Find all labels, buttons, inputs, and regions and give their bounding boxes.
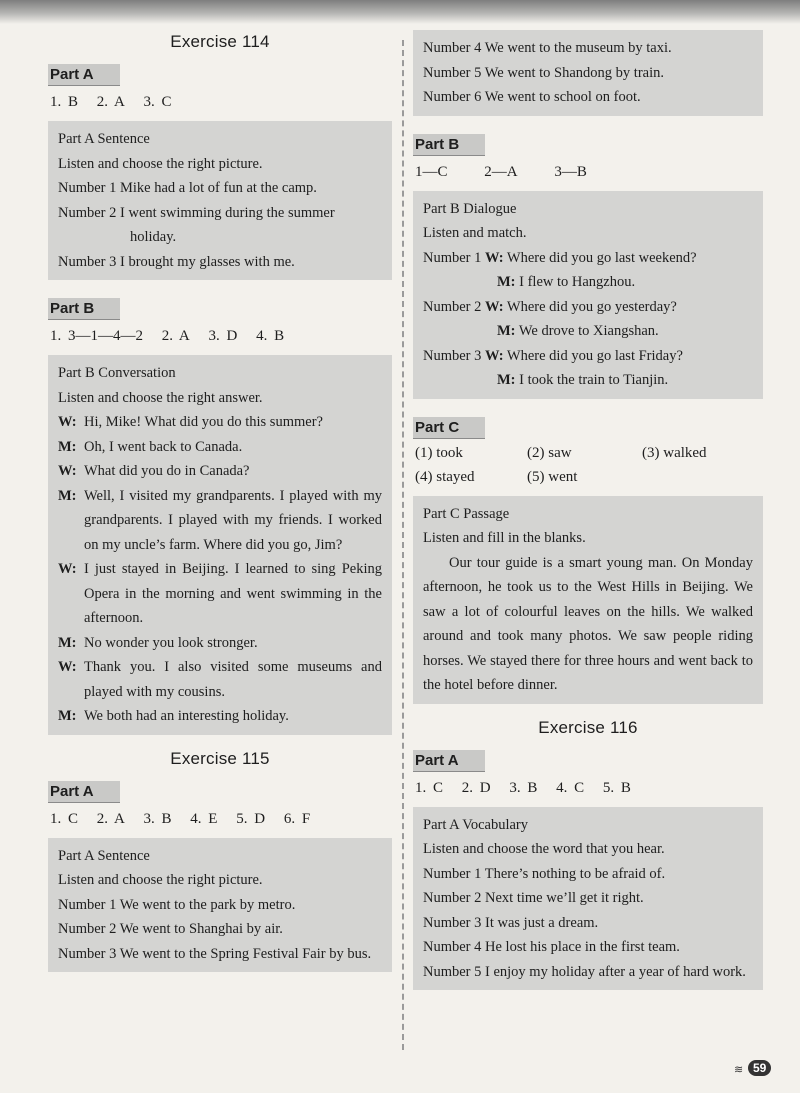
part-b-tag: Part B [48, 298, 120, 320]
sentence-item: Number 1 There’s nothing to be afraid of. [423, 865, 666, 882]
answer: 4. C [556, 779, 585, 796]
sentence-item: Number 4 He lost his place in the first team. [423, 939, 680, 955]
dialogue-question [423, 246, 753, 271]
part-a-tag: Part A [413, 750, 485, 772]
speaker: W: [58, 463, 77, 479]
part-b-dialogue-box [413, 191, 763, 399]
part-a-tag: Part A [48, 64, 120, 86]
part-c-tag: Part C [413, 417, 485, 439]
answer: 1—C [415, 163, 448, 180]
dialogue-answer [423, 368, 753, 393]
sentence-item: Number 2 Next time we’ll get it right. [423, 890, 644, 906]
answer: 2—A [484, 163, 518, 180]
box-instruction: Listen and choose the right answer. [58, 389, 263, 406]
sentence-item: Number 2 I went swimming during the summer holiday. [58, 204, 335, 245]
answer: 1. B [50, 94, 79, 110]
box-instruction: Listen and choose the right picture. [58, 155, 263, 172]
box-heading: Part A Sentence [58, 131, 150, 147]
sentence-item: Number 4 We went to the museum by taxi. [423, 40, 672, 56]
speaker: M: [497, 274, 516, 290]
exercise-115-title: Exercise 115 [170, 748, 270, 768]
left-column [48, 26, 392, 986]
line-text: We both had an interesting holiday. [84, 708, 289, 724]
answer: 2. A [96, 94, 125, 110]
dialogue-line [58, 410, 382, 435]
part-c-passage-box [413, 496, 763, 704]
speaker: W: [485, 347, 504, 364]
box-heading: Part B Dialogue [423, 200, 517, 217]
answer: (3) walked [642, 444, 707, 461]
part-b-conversation-box [48, 355, 392, 735]
sentence-item: Number 3 It was just a dream. [423, 914, 599, 931]
answer: 6. F [283, 810, 311, 827]
page-number: 59 [748, 1060, 771, 1076]
dialogue-line [58, 459, 382, 484]
answer: 2. D [461, 779, 491, 796]
speaker: W: [485, 249, 504, 266]
sentence-item: Number 2 We went to Shanghai by air. [58, 921, 283, 937]
box-instruction: Listen and choose the right picture. [58, 872, 263, 888]
line-text: I just stayed in Beijing. I learned to sing Peking Opera in the morning and went swimming in the afternoon. [84, 561, 382, 626]
box-heading: Part A Sentence [58, 847, 150, 864]
box-heading: Part A Vocabulary [423, 816, 528, 833]
box-instruction: Listen and choose the word that you hear. [423, 841, 665, 857]
box-instruction: Listen and fill in the blanks. [423, 530, 586, 546]
question-text: Where did you go last Friday? [506, 347, 683, 364]
sentence-item: Number 6 We went to school on foot. [423, 89, 641, 105]
answer-text: I flew to Hangzhou. [519, 274, 636, 290]
number-label: Number 1 [423, 249, 482, 266]
question-text: Where did you go yesterday? [506, 298, 677, 315]
page-number-ornament-icon: ≋ [734, 1064, 744, 1076]
speaker: M: [497, 323, 516, 339]
answer: 1. C [415, 779, 444, 796]
line-text: Hi, Mike! What did you do this summer? [84, 414, 323, 430]
dialogue-question [423, 295, 753, 320]
answer: 3. C [143, 94, 172, 110]
part-a-tag: Part A [48, 781, 120, 803]
answer: 2. A [96, 810, 125, 827]
answer: (1) took [415, 444, 463, 461]
answer-text: I took the train to Tianjin. [519, 372, 669, 388]
exercise-114-title: Exercise 114 [170, 32, 270, 51]
sentence-item: Number 1 We went to the park by metro. [58, 896, 296, 913]
exercise-116-title: Exercise 116 [538, 717, 638, 737]
passage-text: Our tour guide is a smart young man. On Monday afternoon, he took us to the West Hills in Beijing. We saw a lot of colourful leaves on the hills. We walked around and took many photos. We saw people riding horses. We stayed there for three hours and went back to the hotel before dinner. [423, 554, 753, 693]
answer: 3. B [509, 779, 538, 796]
ex115-sentence-box [48, 838, 392, 973]
dialogue-line [58, 557, 382, 631]
answer: (5) went [527, 468, 578, 485]
line-text: Thank you. I also visited some museums and played with my cousins. [84, 659, 382, 700]
line-text: What did you do in Canada? [84, 463, 250, 479]
dialogue-answer [423, 319, 753, 344]
speaker: W: [485, 298, 504, 315]
line-text: Oh, I went back to Canada. [84, 438, 243, 455]
sentence-item: Number 1 Mike had a lot of fun at the camp. [58, 180, 317, 196]
line-text: Well, I visited my grandparents. I played with my grandparents. I played with my friends. I worked on my uncle’s farm. Where did you go, Jim? [84, 487, 382, 553]
answer: 3—B [554, 163, 587, 180]
box-heading: Part C Passage [423, 505, 510, 522]
dialogue-line [58, 655, 382, 704]
answer: 1. C [50, 810, 79, 827]
question-text: Where did you go last weekend? [506, 249, 697, 266]
sentence-item: Number 5 We went to Shandong by train. [423, 64, 664, 81]
answer-text: We drove to Xiangshan. [518, 323, 659, 339]
sentence-item: Number 3 We went to the Spring Festival Fair by bus. [58, 945, 372, 962]
part-b-answers [50, 328, 392, 345]
dialogue-question [423, 344, 753, 369]
line-text: No wonder you look stronger. [84, 634, 258, 651]
dialogue-line [58, 631, 382, 656]
answer: 5. B [602, 779, 631, 796]
right-column [413, 30, 763, 1004]
top-edge-shadow [0, 0, 800, 24]
box-instruction: Listen and match. [423, 225, 527, 241]
speaker: W: [58, 414, 77, 430]
answer: 1. 3—1—4—2 [50, 328, 143, 344]
speaker: M: [497, 372, 516, 388]
answer: 2. A [161, 328, 190, 344]
speaker: M: [58, 634, 77, 651]
dialogue-line [58, 704, 382, 729]
answer: (4) stayed [415, 468, 475, 485]
part-a-vocabulary-box [413, 807, 763, 991]
column-divider [402, 40, 404, 1050]
part-b-tag: Part B [413, 134, 485, 156]
dialogue-line [58, 435, 382, 460]
ex115-sentence-box-continued [413, 30, 763, 116]
number-label: Number 3 [423, 347, 482, 364]
sentence-item: Number 5 I enjoy my holiday after a year of hard work. [423, 963, 746, 980]
part-a-answers [50, 811, 392, 828]
answer: 3. B [143, 810, 172, 827]
sentence-item: Number 3 I brought my glasses with me. [58, 253, 295, 270]
speaker: W: [58, 561, 77, 577]
speaker: W: [58, 659, 77, 675]
speaker: M: [58, 487, 77, 504]
dialogue-answer [423, 270, 753, 295]
part-a-answers [50, 94, 392, 111]
box-heading: Part B Conversation [58, 365, 176, 381]
part-a-answers [415, 780, 763, 797]
part-b-answers [415, 164, 763, 181]
answer: 4. E [190, 810, 218, 827]
dialogue-line [58, 484, 382, 558]
answer: 5. D [236, 810, 266, 827]
number-label: Number 2 [423, 298, 482, 315]
answer: (2) saw [527, 444, 572, 461]
speaker: M: [58, 708, 77, 724]
part-a-sentence-box [48, 121, 392, 280]
answer: 3. D [208, 328, 238, 344]
answer: 4. B [256, 328, 285, 344]
speaker: M: [58, 438, 77, 455]
part-c-answers [415, 445, 763, 486]
